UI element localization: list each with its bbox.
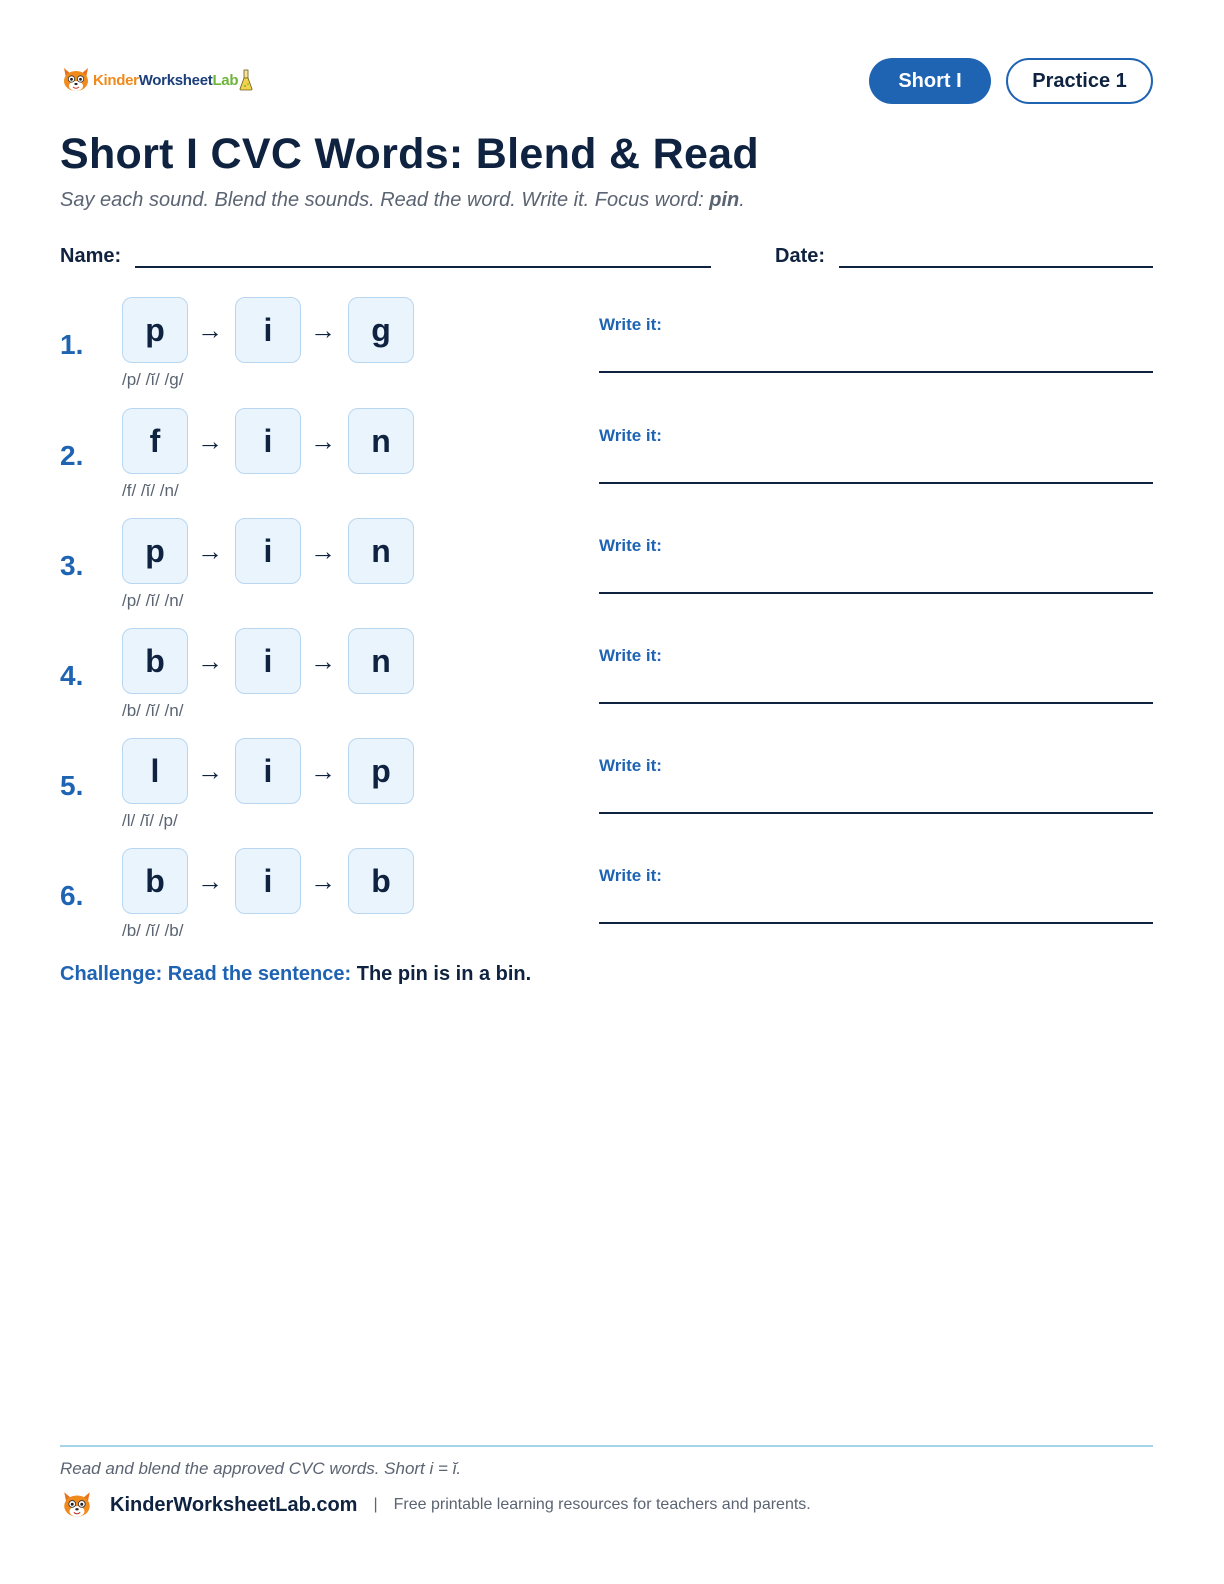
word-item-4 bbox=[60, 628, 1153, 738]
arrow-right-icon: → bbox=[197, 315, 223, 345]
letter-tile: f bbox=[122, 408, 188, 474]
write-it-label: Write it: bbox=[599, 426, 662, 445]
focus-word: pin bbox=[709, 189, 740, 211]
word-item-5 bbox=[60, 738, 1153, 848]
logo-part-worksheet: Worksheet bbox=[138, 71, 213, 89]
arrow-right-icon: → bbox=[310, 315, 336, 345]
date-write-line[interactable] bbox=[839, 266, 1153, 268]
logo-part-kinder: Kinder bbox=[93, 71, 139, 89]
arrow-right-icon: → bbox=[310, 866, 336, 896]
name-write-line[interactable] bbox=[135, 266, 711, 268]
header bbox=[60, 58, 1153, 106]
item-number: 2. bbox=[60, 440, 84, 471]
fox-mascot-icon bbox=[60, 64, 92, 96]
letter-tile: n bbox=[348, 628, 414, 694]
footer-brand bbox=[60, 1488, 811, 1522]
arrow-right-icon: → bbox=[197, 756, 223, 786]
letter-tile: l bbox=[122, 738, 188, 804]
fox-mascot-icon bbox=[60, 1488, 94, 1522]
item-number: 3. bbox=[60, 550, 84, 581]
footer-tagline: Free printable learning resources for teachers and parents. bbox=[393, 1496, 811, 1513]
sound-hint: /b/ /ĭ/ /n/ bbox=[122, 701, 184, 720]
date-label: Date: bbox=[775, 245, 826, 267]
write-it-line[interactable] bbox=[599, 482, 1153, 484]
footer-site-link[interactable]: KinderWorksheetLab.com bbox=[110, 1493, 358, 1516]
write-it-label: Write it: bbox=[599, 646, 662, 665]
letter-tile: n bbox=[348, 408, 414, 474]
write-it-line[interactable] bbox=[599, 592, 1153, 594]
page-title: Short I CVC Words: Blend & Read bbox=[60, 130, 759, 178]
write-it-line[interactable] bbox=[599, 702, 1153, 704]
sound-hint: /b/ /ĭ/ /b/ bbox=[122, 921, 184, 940]
letter-tile: i bbox=[235, 848, 301, 914]
letter-tile: b bbox=[122, 848, 188, 914]
letter-tile: i bbox=[235, 518, 301, 584]
short-i-badge: Short I bbox=[869, 58, 991, 104]
instructions-end: . bbox=[739, 189, 745, 211]
logo-part-lab: Lab bbox=[212, 71, 239, 89]
challenge-sentence bbox=[60, 963, 531, 986]
write-it-line[interactable] bbox=[599, 371, 1153, 373]
letter-tile: i bbox=[235, 408, 301, 474]
letter-tile: p bbox=[348, 738, 414, 804]
write-it-label: Write it: bbox=[599, 866, 662, 885]
word-item-1 bbox=[60, 297, 1153, 407]
sound-hint: /f/ /ĭ/ /n/ bbox=[122, 481, 179, 500]
footer-divider bbox=[60, 1445, 1153, 1447]
letter-tile: g bbox=[348, 297, 414, 363]
arrow-right-icon: → bbox=[197, 536, 223, 566]
instructions bbox=[60, 189, 745, 212]
word-item-2 bbox=[60, 408, 1153, 518]
name-label: Name: bbox=[60, 245, 122, 267]
flask-icon bbox=[239, 69, 253, 91]
letter-tile: b bbox=[348, 848, 414, 914]
write-it-line[interactable] bbox=[599, 812, 1153, 814]
write-it-label: Write it: bbox=[599, 756, 662, 775]
letter-tile: n bbox=[348, 518, 414, 584]
word-item-3 bbox=[60, 518, 1153, 628]
practice-badge: Practice 1 bbox=[1006, 58, 1153, 104]
letter-tile: i bbox=[235, 628, 301, 694]
write-it-label: Write it: bbox=[599, 536, 662, 555]
item-number: 1. bbox=[60, 329, 84, 360]
letter-tile: p bbox=[122, 297, 188, 363]
word-item-6 bbox=[60, 848, 1153, 958]
challenge-label: Challenge: Read the sentence: bbox=[60, 963, 352, 985]
sound-hint: /p/ /ĭ/ /n/ bbox=[122, 591, 184, 610]
arrow-right-icon: → bbox=[197, 866, 223, 896]
arrow-right-icon: → bbox=[310, 426, 336, 456]
arrow-right-icon: → bbox=[310, 536, 336, 566]
arrow-right-icon: → bbox=[310, 646, 336, 676]
item-number: 5. bbox=[60, 770, 84, 801]
item-number: 4. bbox=[60, 660, 84, 691]
brand-logo[interactable] bbox=[60, 64, 253, 96]
letter-tile: i bbox=[235, 297, 301, 363]
sound-hint: /p/ /ĭ/ /g/ bbox=[122, 370, 184, 389]
arrow-right-icon: → bbox=[310, 756, 336, 786]
write-it-label: Write it: bbox=[599, 315, 662, 334]
arrow-right-icon: → bbox=[197, 646, 223, 676]
letter-tile: p bbox=[122, 518, 188, 584]
letter-tile: i bbox=[235, 738, 301, 804]
footer-separator: | bbox=[373, 1496, 378, 1513]
footer-note: Read and blend the approved CVC words. Short i = ĭ. bbox=[60, 1459, 462, 1478]
arrow-right-icon: → bbox=[197, 426, 223, 456]
challenge-text: The pin is in a bin. bbox=[356, 963, 532, 985]
instructions-text: Say each sound. Blend the sounds. Read the word. Write it. Focus word: bbox=[60, 189, 710, 211]
write-it-line[interactable] bbox=[599, 922, 1153, 924]
letter-tile: b bbox=[122, 628, 188, 694]
item-number: 6. bbox=[60, 880, 84, 911]
sound-hint: /l/ /ĭ/ /p/ bbox=[122, 811, 178, 830]
